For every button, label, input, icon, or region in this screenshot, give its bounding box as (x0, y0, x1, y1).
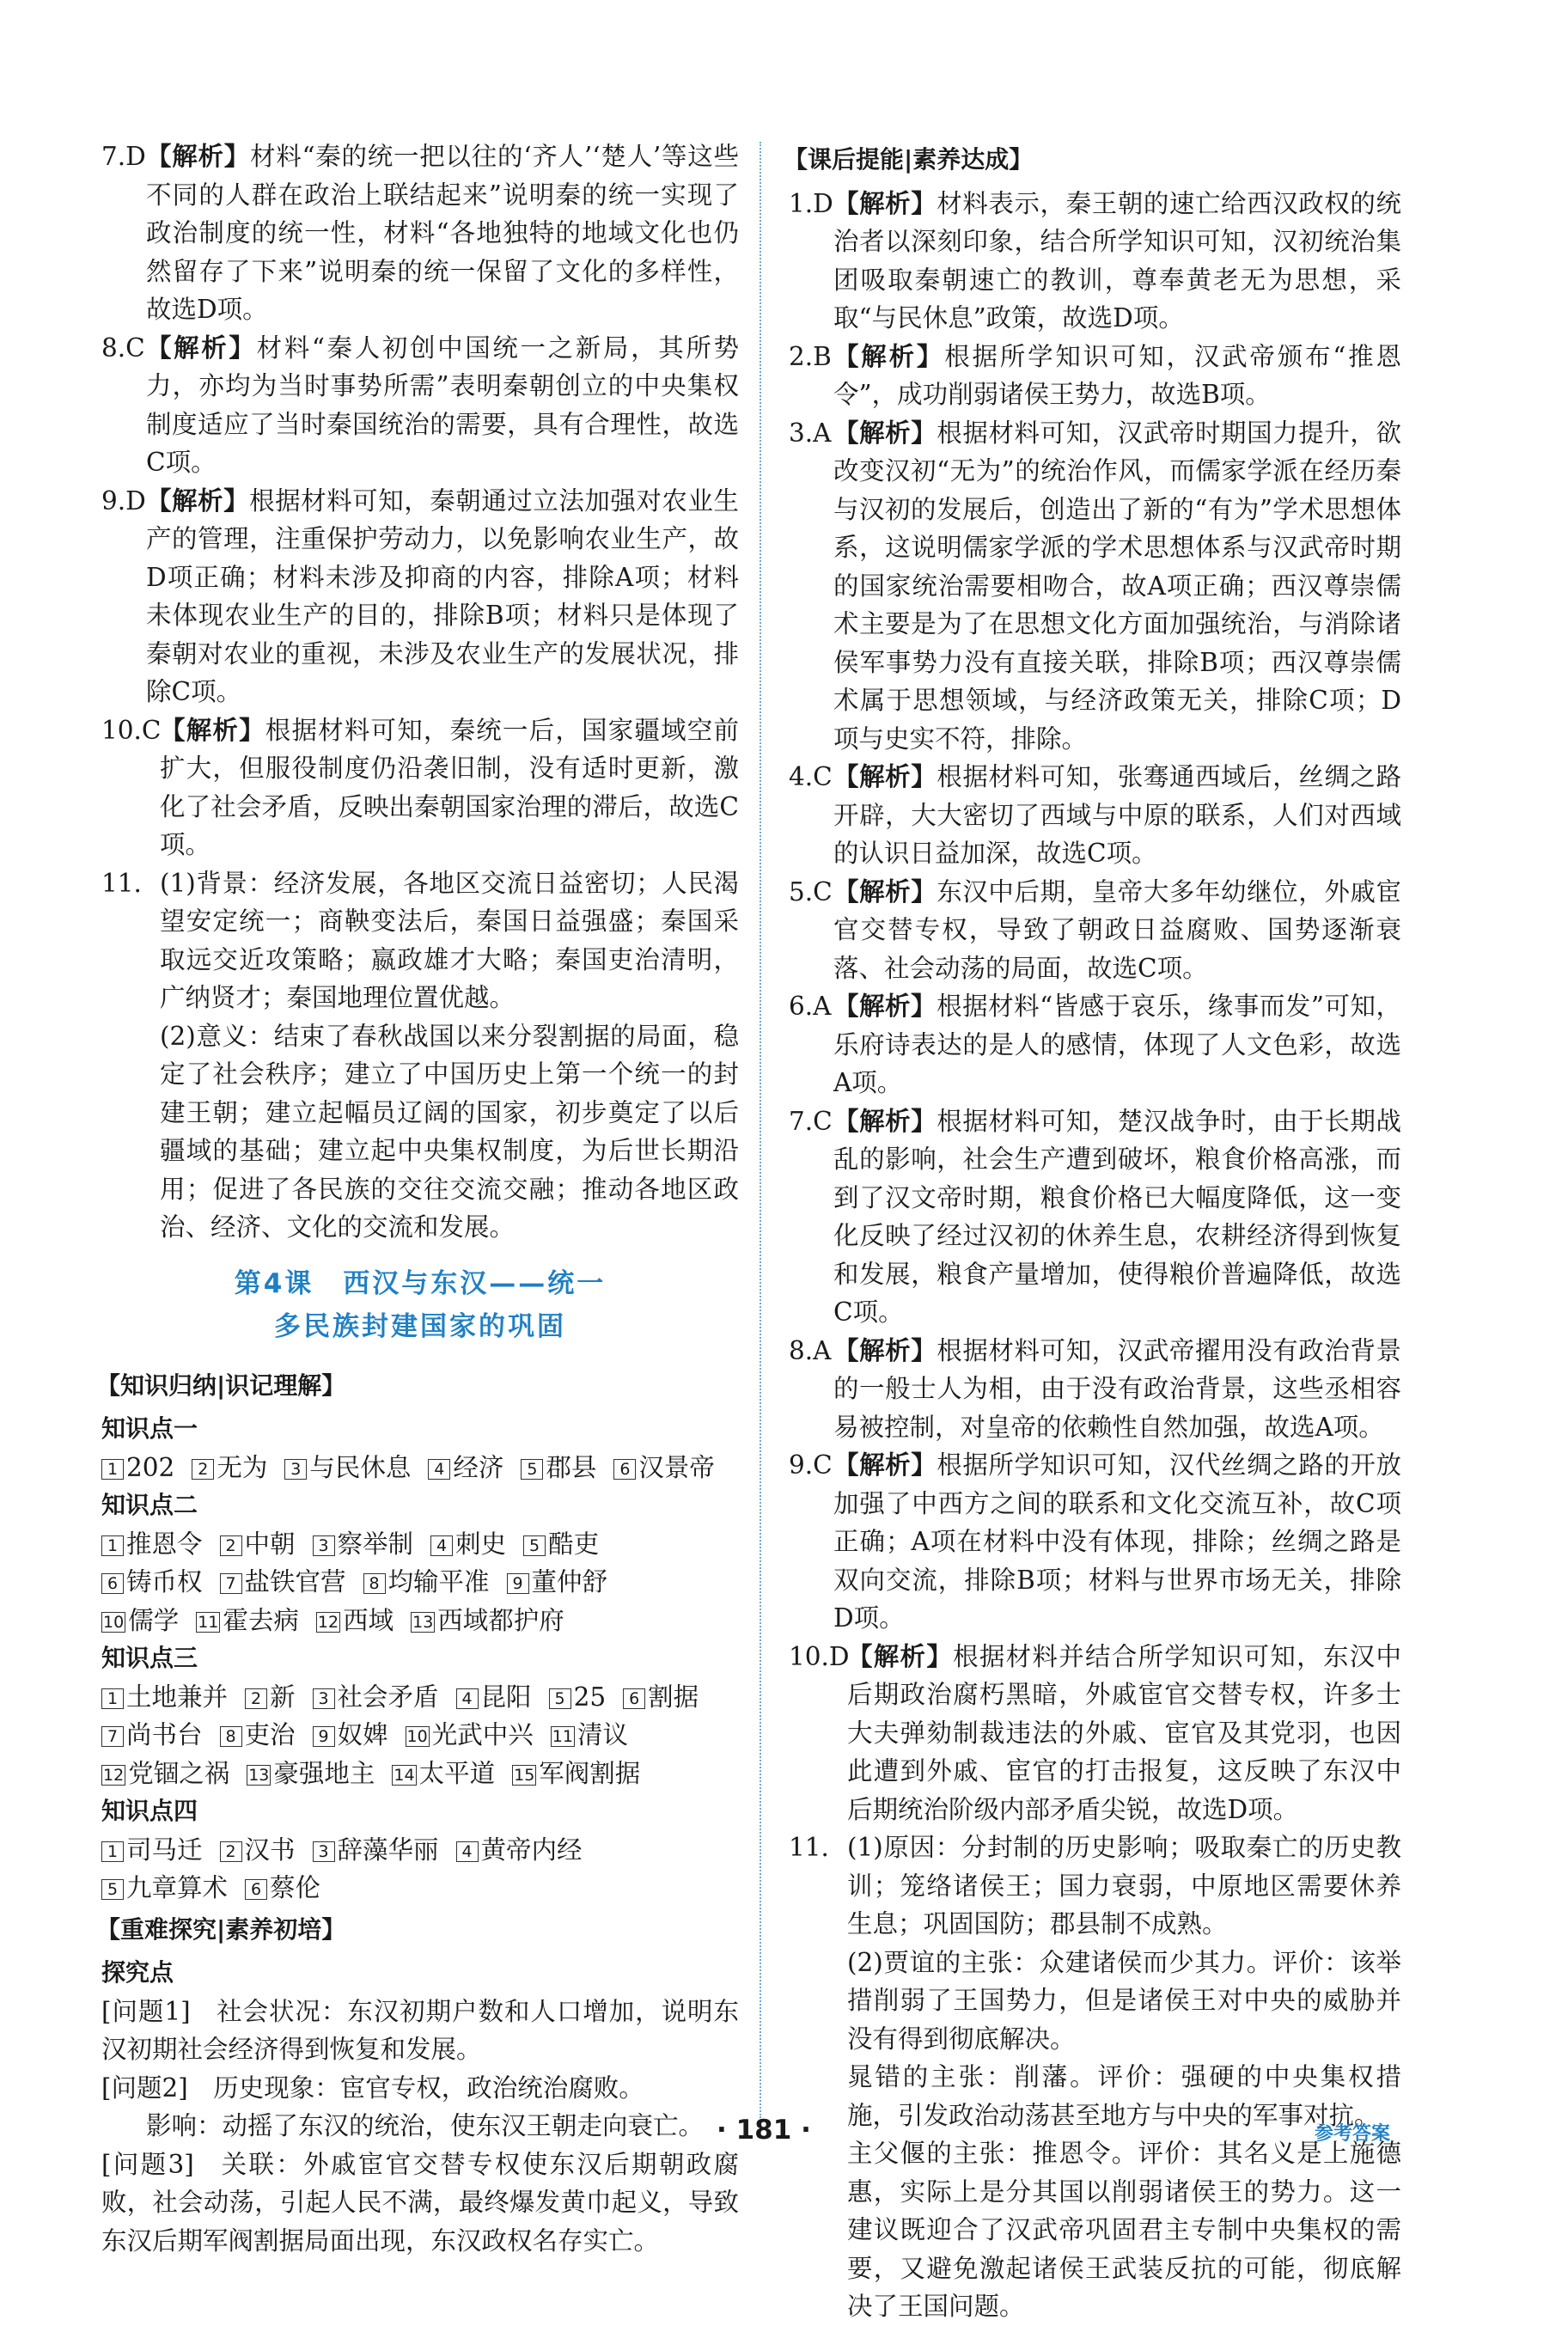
answer-item: 7.D 【解析】材料“秦的统一把以往的‘齐人’‘楚人’等这些不同的人群在政治上联结起来”说明秦的统一实现了政治制度的统一性，材料“各地独特的地域文化也仍然留存了下来”说明秦的统一保留了文化的多样性，故选D项。 (101, 142, 739, 324)
knowledge-entry: 8 均输平准 (363, 1563, 490, 1602)
knowledge-entry: 6 铸币权 (101, 1563, 203, 1602)
knowledge-entry: 9 奴婢 (313, 1716, 388, 1755)
knowledge-entry: 7 尚书台 (101, 1716, 203, 1755)
knowledge-entry: 1 土地兼并 (101, 1678, 228, 1717)
knowledge-entry: 2 无为 (192, 1449, 267, 1487)
answer-item: 1.D 【解析】材料表示，秦王朝的速亡给西汉政权的统治者以深刻印象，结合所学知识可知，汉初统治集团吸取秦朝速亡的教训，尊奉黄老无为思想，采取“与民休息”政策，故选D项。 (789, 188, 1401, 333)
knowledge-entry: 2 中朝 (220, 1525, 296, 1564)
answer-item: 2.B 【解析】根据所学知识可知，汉武帝颁布“推恩令”，成功削弱诸侯王势力，故选B项。 (789, 341, 1401, 409)
knowledge-entry: 2 新 (245, 1678, 296, 1717)
knowledge-entry: 5 25 (549, 1678, 607, 1717)
question-2: [问题2] 历史现象：宦官专权，政治统治腐败。 (101, 2073, 644, 2103)
knowledge-entry: 5 九章算术 (101, 1869, 228, 1908)
knowledge-point-title: 知识点二 (101, 1491, 198, 1519)
page-number: · 181 · (717, 2115, 811, 2146)
knowledge-entry: 4 黄帝内经 (456, 1831, 583, 1870)
question-3: [问题3] 关联：外戚宦官交替专权使东汉后期朝政腐败，社会动荡，引起人民不满，最终爆发黄巾起义，导致东汉后期军阀割据局面出现，东汉政权名存实亡。 (101, 2149, 739, 2256)
knowledge-entry: 13 豪强地主 (248, 1758, 375, 1788)
lesson-title: 第4课 西汉与东汉——统一 多民族封建国家的巩固 (234, 1267, 607, 1342)
knowledge-entry: 3 辞藻华丽 (313, 1831, 439, 1870)
answer-item: 3.A 【解析】根据材料可知，汉武帝时期国力提升，欲改变汉初“无为”的统治作风，而儒家学派在经历秦与汉初的发展后，创造出了新的“有为”学术思想体系，这说明儒家学派的学术思想体系与汉武帝时期的国家统治需要相吻合，故A项正确；西汉尊崇儒术主要是为了在思想文化方面加强统治，与消除诸侯军事势力没有直接关联，排除B项；西汉尊崇儒术属于思想领域，与经济政策无关，排除C项；D项与史实不符，排除。 (789, 418, 1401, 754)
column-divider (760, 142, 761, 2118)
knowledge-entry: 4 昆阳 (456, 1678, 532, 1717)
answer-item: 9.D 【解析】根据材料可知，秦朝通过立法加强对农业生产的管理，注重保护劳动力，以免影响农业生产，故D项正确；材料未涉及抑商的内容，排除A项；材料未体现农业生产的目的，排除B项；材料只是体现了秦朝对农业的重视，未涉及农业生产的发展状况，排除C项。 (101, 485, 739, 706)
knowledge-entry: 1 202 (101, 1449, 174, 1487)
section-heading: 【重难探究|素养初培】 (96, 1914, 346, 1944)
knowledge-entry: 1 司马迁 (101, 1831, 203, 1870)
knowledge-entry: 10 儒学 (103, 1605, 180, 1635)
section-heading: 【知识归纳|识记理解】 (96, 1371, 346, 1400)
left-column (96, 137, 739, 2260)
knowledge-entry: 15 军阀割据 (514, 1758, 641, 1788)
answer-item: 10.C 【解析】根据材料可知，秦统一后，国家疆域空前扩大，但服役制度仍沿袭旧制，没有适时更新，激化了社会矛盾，反映出秦朝国家治理的滞后，故选C项。 (101, 715, 739, 859)
answer-item: 7.C 【解析】根据材料可知，楚汉战争时，由于长期战乱的影响，社会生产遭到破坏，粮食价格高涨，而到了汉文帝时期，粮食价格已大幅度降低，这一变化反映了经过汉初的休养生息，农耕经济得到恢复和发展，粮食产量增加，使得粮价普遍降低，故选C项。 (789, 1106, 1401, 1327)
knowledge-row (101, 1525, 739, 1564)
knowledge-entry: 1 推恩令 (101, 1525, 203, 1564)
answer-item: 8.C 【解析】材料“秦人初创中国统一之新局，其所势力，亦均为当时事势所需”表明秦朝创立的中央集权制度适应了当时秦国统治的需要，具有合理性，故选C项。 (101, 333, 739, 477)
answer-paragraph: (2)意义：结束了春秋战国以来分裂割据的局面，稳定了社会秩序；建立了中国历史上第一个统一的封建王朝；建立起幅员辽阔的国家，初步奠定了以后疆域的基础；建立起中央集权制度，为后世长期沿用；促进了各民族的交往交流交融；推动各地区政治、经济、文化的交流和发展。 (160, 1021, 739, 1242)
knowledge-entry: 12 党锢之祸 (103, 1758, 230, 1788)
knowledge-entry: 10 光武中兴 (406, 1720, 534, 1749)
knowledge-entry: 6 割据 (623, 1678, 699, 1717)
question-2-impact: 影响：动摇了东汉的统治，使东汉王朝走向衰亡。 (146, 2111, 705, 2140)
answer-item: 10.D 【解析】根据材料并结合所学知识可知，东汉中后期政治腐朽黑暗，外戚宦官交替专权，许多士大夫弹劾制裁违法的外戚、宦官及其党羽，也因此遭到外戚、宦官的打击报复，这反映了东汉中后期统治阶级内部矛盾尖锐，故选D项。 (789, 1641, 1401, 1824)
footer-label: 参考答案 (1315, 2123, 1391, 2145)
knowledge-entry: 7 盐铁官营 (220, 1563, 346, 1602)
answer-item-11: 11. (1)原因：分封制的历史影响；吸取秦亡的历史教训；笼络诸侯王；国力衰弱，中原地区需要休养生息；巩固国防；郡县制不成熟。 (789, 1833, 1401, 1938)
knowledge-row (101, 1869, 739, 1908)
knowledge-row (101, 1678, 739, 1717)
knowledge-entry: 8 吏治 (220, 1716, 296, 1755)
knowledge-entry: 4 刺史 (430, 1525, 506, 1564)
knowledge-entry: 5 郡县 (521, 1449, 596, 1487)
knowledge-entry: 3 与民休息 (284, 1449, 411, 1487)
knowledge-entry: 5 酷吏 (523, 1525, 599, 1564)
knowledge-row (101, 1449, 739, 1487)
right-column (784, 137, 1401, 2326)
answer-item: 4.C 【解析】根据材料可知，张骞通西域后，丝绸之路开辟，大大密切了西域与中原的联系，人们对西域的认识日益加深，故选C项。 (789, 762, 1401, 868)
explore-title: 探究点 (101, 1958, 174, 1987)
knowledge-entry: 3 社会矛盾 (313, 1678, 439, 1717)
knowledge-entry: 14 太平道 (394, 1758, 496, 1788)
question-1: [问题1] 社会状况：东汉初期户数和人口增加，说明东汉初期社会经济得到恢复和发展。 (101, 1996, 739, 2064)
knowledge-row (101, 1831, 739, 1870)
knowledge-row (101, 1755, 739, 1793)
knowledge-entry: 6 汉景帝 (613, 1449, 715, 1487)
answer-item-11: 11. (1)背景：经济发展，各地区交流日益密切；人民渴望安定统一；商鞅变法后，秦国日益强盛；秦国采取远交近攻策略；嬴政雄才大略；秦国吏治清明，广纳贤才；秦国地理位置优越。 (101, 868, 739, 1012)
answer-item: 6.A 【解析】根据材料“皆感于哀乐，缘事而发”可知，乐府诗表达的是人的感情，体现了人文色彩，故选A项。 (789, 992, 1401, 1097)
knowledge-row (101, 1602, 739, 1640)
knowledge-entry: 2 汉书 (220, 1831, 296, 1870)
answer-item: 8.A 【解析】根据材料可知，汉武帝擢用没有政治背景的一般士人为相，由于没有政治背景，这些丞相容易被控制，对皇帝的依赖性自然加强，故选A项。 (789, 1335, 1401, 1442)
answer-item: 5.C 【解析】东汉中后期，皇帝大多年幼继位，外戚宦官交替专权，导致了朝政日益腐败、国势逐渐衰落、社会动荡的局面，故选C项。 (789, 876, 1401, 983)
knowledge-entry: 6 蔡伦 (245, 1869, 320, 1908)
knowledge-point-title: 知识点四 (101, 1797, 198, 1825)
knowledge-point-title: 知识点三 (101, 1644, 198, 1672)
knowledge-row (101, 1563, 739, 1602)
knowledge-entry: 11 清议 (552, 1720, 628, 1749)
answer-paragraph: 主父偃的主张：推恩令。评价：其名义是上施德惠，实际上是分其国以削弱诸侯王的势力。这一建议既迎合了汉武帝巩固君主专制中央集权的需要，又避免激起诸侯王武装反抗的可能，彻底解决了王国问题。 (847, 2139, 1401, 2321)
knowledge-entry: 11 霍去病 (198, 1605, 299, 1635)
knowledge-row (101, 1716, 739, 1755)
knowledge-entry: 3 察举制 (313, 1525, 414, 1564)
knowledge-entry: 12 西域 (317, 1605, 394, 1635)
knowledge-entry: 9 董仲舒 (507, 1563, 608, 1602)
answer-paragraph: (2)贾谊的主张：众建诸侯而少其力。评价：该举措削弱了王国势力，但是诸侯王对中央的威胁并没有得到彻底解决。 (847, 1947, 1401, 2054)
section-heading: 【课后提能|素养达成】 (784, 145, 1034, 174)
knowledge-entry: 4 经济 (428, 1449, 503, 1487)
knowledge-entry: 13 西域都护府 (412, 1605, 564, 1635)
knowledge-point-title: 知识点一 (101, 1414, 198, 1443)
answer-item: 9.C 【解析】根据所学知识可知，汉代丝绸之路的开放加强了中西方之间的联系和文化交流互补，故C项正确；A项在材料中没有体现，排除；丝绸之路是双向交流，排除B项；材料与世界市场无关，排除D项。 (789, 1450, 1401, 1633)
answer-paragraph: 晁错的主张：削藩。评价：强硬的中央集权措施，引发政治动荡甚至地方与中央的军事对抗。 (847, 2062, 1401, 2130)
